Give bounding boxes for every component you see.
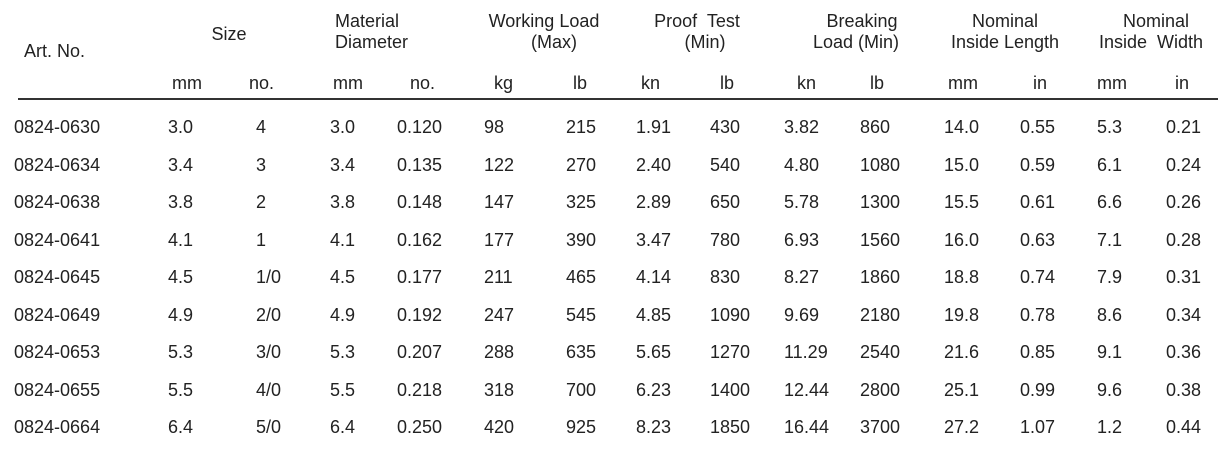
unit-label: kg — [494, 73, 514, 93]
header-inside-length — [940, 11, 1070, 53]
header-material-diameter-line-2: Diameter — [335, 32, 409, 52]
table-cell: 0.61 — [1020, 192, 1056, 212]
table-cell: 16.0 — [944, 229, 980, 250]
unit-label: lb — [720, 73, 735, 93]
table-cell: 925 — [566, 417, 597, 437]
table-cell: 288 — [484, 342, 515, 362]
table-cell: 1/0 — [256, 267, 282, 287]
table-cell: 4 — [256, 117, 267, 137]
table-cell: 420 — [484, 417, 515, 437]
table-cell: 6.93 — [784, 229, 820, 250]
table-cell: 780 — [710, 229, 741, 250]
table-cell: 270 — [566, 154, 597, 175]
table-cell: 0.28 — [1166, 229, 1202, 250]
table-cell: 9.69 — [784, 304, 820, 325]
table-cell: 122 — [484, 154, 515, 175]
unit-label: in — [1033, 73, 1048, 93]
table-cell: 0.85 — [1020, 342, 1056, 362]
table-cell: 0.38 — [1166, 379, 1202, 400]
table-cell: 21.6 — [944, 342, 980, 362]
table-cell: 4.9 — [330, 304, 356, 325]
unit-label: in — [1175, 73, 1190, 93]
table-cell: 0.63 — [1020, 229, 1056, 250]
table-cell: 3.0 — [330, 117, 356, 137]
table-cell: 4.5 — [330, 267, 356, 287]
art-no-cell: 0824-0634 — [14, 154, 101, 175]
table-cell: 3.47 — [636, 229, 672, 250]
table-cell: 635 — [566, 342, 597, 362]
table-cell: 0.250 — [397, 417, 443, 437]
table-cell: 4.14 — [636, 267, 672, 287]
table-cell: 0.162 — [397, 229, 443, 250]
header-material-diameter — [335, 11, 455, 53]
art-no-cell: 0824-0655 — [14, 379, 101, 400]
table-cell: 4.1 — [330, 229, 356, 250]
table-cell: 1090 — [710, 304, 751, 325]
table-cell: 430 — [710, 117, 741, 137]
table-cell: 25.1 — [944, 379, 980, 400]
table-cell: 1400 — [710, 379, 751, 400]
unit-label: no. — [410, 73, 436, 93]
header-proof-test-line-2: (Min) — [684, 32, 726, 52]
unit-label: kn — [797, 73, 817, 93]
table-cell: 8.6 — [1097, 304, 1123, 325]
table-cell: 4.85 — [636, 304, 672, 325]
table-cell: 2180 — [860, 304, 901, 325]
table-cell: 3.82 — [784, 117, 820, 137]
table-cell: 318 — [484, 379, 515, 400]
table-cell: 5.3 — [330, 342, 356, 362]
header-breaking-load-line-2: Load (Min) — [812, 32, 900, 52]
table-cell: 0.24 — [1166, 154, 1202, 175]
table-cell: 0.55 — [1020, 117, 1056, 137]
table-cell: 3700 — [860, 417, 901, 437]
table-cell: 0.192 — [397, 304, 443, 325]
table-cell: 6.6 — [1097, 192, 1123, 212]
unit-label: lb — [870, 73, 885, 93]
table-cell: 6.4 — [330, 417, 356, 437]
table-cell: 545 — [566, 304, 597, 325]
header-proof-test — [637, 11, 757, 53]
art-no-cell: 0824-0638 — [14, 192, 101, 212]
table-cell: 3.4 — [330, 154, 356, 175]
header-breaking-load — [796, 11, 916, 53]
table-cell: 4.80 — [784, 154, 820, 175]
unit-label: lb — [573, 73, 588, 93]
table-cell: 9.1 — [1097, 342, 1123, 362]
unit-label: mm — [948, 73, 978, 93]
header-material-diameter-line-1: Material — [335, 11, 400, 31]
table-cell: 1.2 — [1097, 417, 1123, 437]
table-cell: 4.1 — [168, 229, 194, 250]
table-cell: 147 — [484, 192, 515, 212]
header-size — [179, 24, 279, 45]
table-cell: 1300 — [860, 192, 901, 212]
table-cell: 0.34 — [1166, 304, 1202, 325]
table-cell: 5.5 — [168, 379, 194, 400]
table-cell: 0.177 — [397, 267, 443, 287]
table-cell: 27.2 — [944, 417, 980, 437]
table-cell: 0.135 — [397, 154, 443, 175]
table-cell: 0.44 — [1166, 417, 1202, 437]
table-cell: 6.23 — [636, 379, 672, 400]
table-cell: 7.1 — [1097, 229, 1123, 250]
table-cell: 3 — [256, 154, 267, 175]
table-cell: 6.4 — [168, 417, 194, 437]
table-cell: 325 — [566, 192, 597, 212]
table-cell: 177 — [484, 229, 515, 250]
table-cell: 1080 — [860, 154, 901, 175]
art-no-cell: 0824-0664 — [14, 417, 101, 437]
table-cell: 2 — [256, 192, 267, 212]
table-cell: 3.8 — [168, 192, 194, 212]
table-cell: 7.9 — [1097, 267, 1123, 287]
table-cell: 0.59 — [1020, 154, 1056, 175]
table-cell: 3.8 — [330, 192, 356, 212]
table-cell: 0.207 — [397, 342, 443, 362]
table-cell: 15.0 — [944, 154, 980, 175]
header-working-load-line-1: Working Load — [488, 11, 600, 31]
table-cell: 0.26 — [1166, 192, 1202, 212]
table-cell: 5.3 — [168, 342, 194, 362]
table-cell: 5/0 — [256, 417, 282, 437]
header-breaking-load-line-1: Breaking — [826, 11, 898, 31]
table-cell: 8.27 — [784, 267, 820, 287]
header-divider — [18, 98, 1218, 100]
table-cell: 18.8 — [944, 267, 980, 287]
table-cell: 390 — [566, 229, 597, 250]
table-cell: 2.89 — [636, 192, 672, 212]
unit-label: mm — [1097, 73, 1127, 93]
table-cell: 830 — [710, 267, 741, 287]
table-cell: 1860 — [860, 267, 901, 287]
table-cell: 0.74 — [1020, 267, 1056, 287]
table-cell: 1850 — [710, 417, 751, 437]
table-cell: 860 — [860, 117, 891, 137]
table-cell: 0.218 — [397, 379, 443, 400]
header-working-load — [474, 11, 614, 53]
table-cell: 19.8 — [944, 304, 980, 325]
table-cell: 2540 — [860, 342, 901, 362]
table-cell: 5.5 — [330, 379, 356, 400]
table-cell: 15.5 — [944, 192, 980, 212]
table-cell: 98 — [484, 117, 505, 137]
table-cell: 4/0 — [256, 379, 282, 400]
table-cell: 3.0 — [168, 117, 194, 137]
table-cell: 4.5 — [168, 267, 194, 287]
table-cell: 14.0 — [944, 117, 980, 137]
table-cell: 247 — [484, 304, 515, 325]
header-inside-length-line-2: Inside Length — [950, 32, 1060, 52]
table-cell: 0.21 — [1166, 117, 1202, 137]
header-inside-width-line-1: Nominal — [1122, 11, 1190, 31]
table-cell: 11.29 — [784, 342, 828, 362]
table-cell: 1270 — [710, 342, 751, 362]
table-cell: 8.23 — [636, 417, 672, 437]
table-cell: 1.07 — [1020, 417, 1056, 437]
header-inside-length-line-1: Nominal — [971, 11, 1039, 31]
table-cell: 5.78 — [784, 192, 820, 212]
header-inside-width — [1088, 11, 1214, 53]
table-cell: 700 — [566, 379, 597, 400]
art-no-cell: 0824-0645 — [14, 267, 101, 287]
table-cell: 540 — [710, 154, 741, 175]
table-cell: 465 — [566, 267, 597, 287]
table-cell: 5.65 — [636, 342, 672, 362]
table-cell: 0.36 — [1166, 342, 1202, 362]
table-cell: 16.44 — [784, 417, 830, 437]
unit-label: no. — [249, 73, 275, 93]
table-cell: 650 — [710, 192, 741, 212]
art-no-cell: 0824-0649 — [14, 304, 101, 325]
table-cell: 2/0 — [256, 304, 282, 325]
table-cell: 0.99 — [1020, 379, 1056, 400]
header-art-no: Art. No. — [24, 41, 86, 61]
table-cell: 12.44 — [784, 379, 830, 400]
table-cell: 5.3 — [1097, 117, 1123, 137]
header-proof-test-line-1: Proof Test — [654, 11, 740, 31]
table-cell: 215 — [566, 117, 597, 137]
art-no-cell: 0824-0641 — [14, 229, 101, 250]
unit-label: mm — [172, 73, 202, 93]
header-working-load-line-2: (Max) — [531, 32, 577, 52]
table-cell: 1 — [256, 229, 267, 250]
table-cell: 0.148 — [397, 192, 443, 212]
table-cell: 3.4 — [168, 154, 194, 175]
table-cell: 1.91 — [636, 117, 672, 137]
art-no-cell: 0824-0653 — [14, 342, 101, 362]
table-cell: 211 — [484, 267, 513, 287]
table-cell: 6.1 — [1097, 154, 1123, 175]
table-cell: 2800 — [860, 379, 901, 400]
header-inside-width-line-2: Inside Width — [1098, 32, 1204, 52]
unit-label: kn — [641, 73, 661, 93]
table-cell: 1560 — [860, 229, 901, 250]
table-cell: 0.120 — [397, 117, 443, 137]
unit-label: mm — [333, 73, 363, 93]
table-cell: 3/0 — [256, 342, 282, 362]
table-cell: 0.31 — [1166, 267, 1202, 287]
table-cell: 4.9 — [168, 304, 194, 325]
table-cell: 2.40 — [636, 154, 672, 175]
table-cell: 0.78 — [1020, 304, 1056, 325]
header-size-line-1: Size — [211, 24, 247, 44]
table-cell: 9.6 — [1097, 379, 1123, 400]
art-no-cell: 0824-0630 — [14, 117, 101, 137]
